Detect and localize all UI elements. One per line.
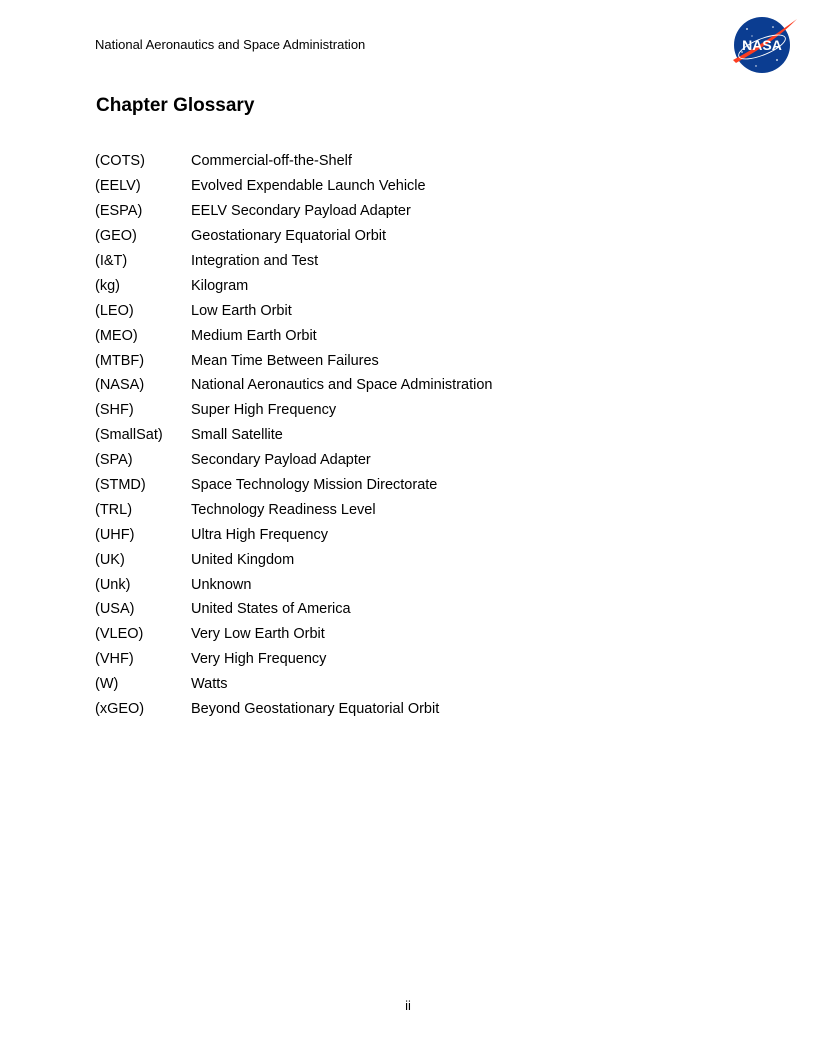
glossary-row (95, 622, 615, 647)
glossary-abbreviation: (USA) (95, 601, 135, 618)
glossary-abbreviation: (NASA) (95, 377, 145, 394)
glossary-abbreviation: (xGEO) (95, 701, 145, 718)
glossary-abbreviation: (MTBF) (95, 352, 145, 369)
glossary-row (95, 373, 615, 398)
glossary-row (95, 448, 615, 473)
glossary-abbreviation: (UK) (95, 551, 125, 568)
header-organization: National Aeronautics and Space Administration (95, 37, 366, 52)
glossary-row (95, 273, 615, 298)
glossary-definition: Commercial-off-the-Shelf (191, 153, 352, 170)
glossary-definition: Very High Frequency (191, 651, 327, 668)
glossary-abbreviation: (EELV) (95, 178, 141, 195)
glossary-definition: Space Technology Mission Directorate (191, 477, 438, 494)
glossary-row (95, 398, 615, 423)
glossary-abbreviation: (UHF) (95, 526, 135, 543)
glossary-definition: United Kingdom (191, 551, 295, 568)
glossary-row (95, 597, 615, 622)
page-title: Chapter Glossary (96, 95, 255, 116)
glossary-abbreviation: (MEO) (95, 327, 138, 344)
glossary-definition: Small Satellite (191, 427, 283, 444)
glossary-abbreviation: (I&T) (95, 253, 128, 269)
logo-wordmark: NASA (742, 37, 782, 53)
glossary-abbreviation: (VHF) (95, 651, 134, 668)
glossary-row (95, 672, 615, 697)
glossary-definition: Super High Frequency (191, 402, 337, 419)
glossary-abbreviation: (ESPA) (95, 203, 143, 220)
glossary-abbreviation: (W) (95, 676, 119, 693)
glossary-definition: Geostationary Equatorial Orbit (191, 228, 387, 245)
glossary-row (95, 323, 615, 348)
glossary-definition: Low Earth Orbit (191, 302, 292, 319)
glossary-definition: Mean Time Between Failures (191, 352, 379, 369)
glossary-row (95, 697, 615, 722)
glossary-abbreviation: (STMD) (95, 477, 146, 494)
glossary-definition: Secondary Payload Adapter (191, 452, 371, 469)
glossary-definition: Kilogram (191, 277, 249, 294)
glossary-row (95, 199, 615, 224)
glossary-row (95, 348, 615, 373)
glossary-abbreviation: (SPA) (95, 452, 133, 469)
glossary-abbreviation: (COTS) (95, 153, 145, 170)
glossary-row (95, 298, 615, 323)
glossary-definition: Ultra High Frequency (191, 526, 328, 543)
glossary-definition: Watts (191, 676, 228, 693)
glossary-definition: Very Low Earth Orbit (191, 626, 325, 643)
glossary-row (95, 572, 615, 597)
glossary-list (95, 149, 615, 721)
glossary-abbreviation: (TRL) (95, 501, 133, 518)
glossary-abbreviation: (GEO) (95, 228, 137, 245)
glossary-definition: National Aeronautics and Space Administration (191, 377, 493, 394)
glossary-row (95, 249, 615, 274)
nasa-logo (730, 16, 798, 74)
glossary-row (95, 497, 615, 522)
glossary-abbreviation: (LEO) (95, 302, 134, 319)
glossary-abbreviation: (Unk) (95, 576, 131, 593)
glossary-row (95, 473, 615, 498)
glossary-definition: Technology Readiness Level (191, 501, 376, 518)
glossary-row (95, 522, 615, 547)
glossary-definition: Unknown (191, 576, 252, 593)
glossary-abbreviation: (kg) (95, 277, 120, 294)
glossary-abbreviation: (VLEO) (95, 626, 144, 643)
glossary-definition: Beyond Geostationary Equatorial Orbit (191, 701, 440, 718)
glossary-definition: Integration and Test (191, 253, 319, 269)
glossary-row (95, 149, 615, 174)
glossary-abbreviation: (SmallSat) (95, 427, 163, 444)
page-number: ii (405, 998, 411, 1013)
glossary-definition: United States of America (191, 601, 351, 618)
glossary-row (95, 547, 615, 572)
glossary-definition: EELV Secondary Payload Adapter (191, 203, 411, 220)
glossary-abbreviation: (SHF) (95, 402, 134, 419)
nasa-meatball-icon (730, 16, 798, 74)
glossary-definition: Medium Earth Orbit (191, 327, 317, 344)
glossary-row (95, 647, 615, 672)
glossary-row (95, 224, 615, 249)
glossary-row (95, 174, 615, 199)
glossary-definition: Evolved Expendable Launch Vehicle (191, 178, 426, 195)
glossary-row (95, 423, 615, 448)
